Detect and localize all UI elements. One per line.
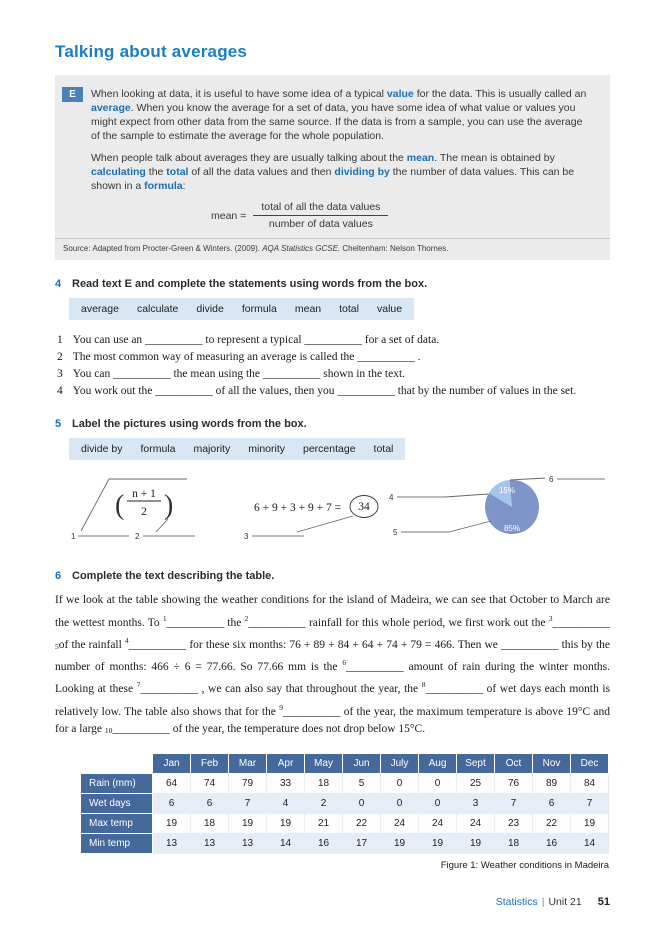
text-segment: 7: [136, 680, 141, 690]
word-chip: calculate: [136, 303, 179, 315]
table-cell: 24: [419, 813, 457, 833]
table-month-header: Dec: [571, 753, 609, 773]
word-chip: average: [81, 303, 119, 315]
table-cell: 76: [495, 773, 533, 793]
exercise-5-heading-row: [55, 418, 610, 430]
text-segment: AQA Statistics GCSE.: [262, 244, 341, 253]
table-cell: 19: [267, 813, 305, 833]
table-cell: 6: [153, 793, 191, 813]
exercise-6: [55, 570, 610, 871]
statement-text: The most common way of measuring an average is called the __________ .: [72, 351, 421, 363]
exercise-5: [55, 418, 610, 552]
text-segment: __________: [552, 616, 610, 629]
text-segment: mean: [406, 152, 435, 164]
open-paren: (: [115, 490, 125, 521]
median-numerator: n + 1: [132, 488, 156, 500]
table-row-label: Wet days: [81, 793, 153, 813]
text-segment: :: [182, 180, 186, 192]
footer-unit: Unit 21: [548, 896, 582, 908]
median-formula-picture: [71, 479, 195, 541]
table-cell: 3: [457, 793, 495, 813]
footer-separator: |: [541, 896, 545, 908]
table-cell: 74: [191, 773, 229, 793]
table-cell: 7: [495, 793, 533, 813]
table-row: [81, 793, 609, 813]
formula-denominator: number of data values: [253, 215, 388, 230]
text-segment: calculating: [91, 166, 146, 178]
table-cell: 33: [267, 773, 305, 793]
table-cell: 7: [229, 793, 267, 813]
statement-text: You can use an __________ to represent a typical __________ for a set of data.: [72, 334, 440, 346]
text-segment: the number of data values. This can be shown in a: [91, 166, 575, 192]
statement-text: You can __________ the mean using the __________ shown in the text.: [72, 368, 406, 380]
word-chip: mean: [294, 303, 322, 315]
text-segment: __________ , we can also say that throughout the year, the: [140, 683, 422, 696]
text-segment: __________ rainfall for this whole period, we first work out the: [248, 616, 549, 629]
table-cell: 6: [533, 793, 571, 813]
text-segment: total: [166, 166, 189, 178]
exercise-6-heading: Complete the text describing the table.: [72, 570, 275, 582]
text-segment: of the rainfall: [58, 638, 125, 651]
table-cell: 0: [343, 793, 381, 813]
table-cell: 4: [267, 793, 305, 813]
statement-row: [57, 349, 610, 366]
text-segment: . When you know the average for a set of data, you have some idea of what value or values you might expect from other data from the same source. If the data is from a sample, you can use the average of the sample to estimate the average for the whole population.: [91, 102, 583, 142]
mean-formula: [211, 201, 594, 230]
text-segment: 3: [548, 613, 553, 623]
table-cell: 18: [191, 813, 229, 833]
page-footer: [496, 896, 610, 908]
table-cell: 19: [381, 833, 419, 853]
table-row: [81, 833, 609, 853]
close-paren: ): [164, 490, 174, 521]
text-e-paragraph-1: [91, 87, 594, 143]
connector-line: [445, 494, 488, 497]
word-chip: total: [373, 443, 394, 455]
exercise-5-word-box: [69, 438, 405, 460]
text-segment: __________ for these six months: 76 + 89 + 84 + 64 + 74 + 79 = 466. Then we __________ this by the number of months: 466 ÷ 6 = 77.66. So 77.66 mm is the: [55, 638, 610, 673]
sum-expression: 6 + 9 + 3 + 9 + 7 =: [254, 502, 342, 514]
table-corner: [81, 753, 153, 773]
formula-fraction: [253, 201, 388, 230]
statement-number: 1: [57, 334, 63, 346]
text-segment: Cheltenham: Nelson Thornes.: [340, 244, 449, 253]
text-segment: of all the data values and then: [188, 166, 335, 178]
text-segment: for the data. This is usually called an: [413, 88, 587, 100]
table-month-header: May: [305, 753, 343, 773]
picture-label-1: 1: [71, 532, 76, 541]
table-cell: 14: [267, 833, 305, 853]
footer-section: Statistics: [495, 896, 538, 908]
sum-equation-picture: [244, 496, 378, 542]
table-cell: 6: [191, 793, 229, 813]
connector-line: [297, 516, 353, 532]
table-month-header: Oct: [495, 753, 533, 773]
statement-number: 4: [57, 385, 63, 397]
table-cell: 64: [153, 773, 191, 793]
table-cell: 13: [191, 833, 229, 853]
formula-numerator: total of all the data values: [261, 201, 381, 213]
statement-row: [57, 366, 610, 383]
text-e-label: E: [62, 87, 83, 102]
table-row-label: Rain (mm): [81, 773, 153, 793]
text-segment: __________ of the year, the maximum temperature is above 19°C and for a large: [55, 705, 610, 736]
weather-table-wrap: [80, 753, 609, 871]
weather-table: [80, 753, 609, 854]
table-cell: 19: [457, 833, 495, 853]
exercise-4-word-box: [69, 298, 414, 320]
word-chip: divide: [196, 303, 224, 315]
exercise-5-pictures: [69, 474, 610, 552]
word-chip: total: [339, 303, 359, 315]
table-month-header: Apr: [267, 753, 305, 773]
statement-row: [57, 383, 610, 400]
word-chip: percentage: [303, 443, 356, 455]
exercise-4-statements: [57, 332, 610, 400]
table-cell: 24: [381, 813, 419, 833]
text-segment: If we look at the table showing the weather conditions for the island of Madeira, we can see that October to March are the wettest months. To: [55, 594, 610, 629]
table-row-label: Min temp: [81, 833, 153, 853]
table-cell: 79: [229, 773, 267, 793]
table-cell: 0: [419, 773, 457, 793]
table-cell: 18: [495, 833, 533, 853]
word-chip: minority: [248, 443, 285, 455]
exercise-5-heading: Label the pictures using words from the box.: [72, 418, 307, 430]
text-segment: the: [145, 166, 167, 178]
exercise-4-heading: Read text E and complete the statements using words from the box.: [72, 278, 428, 290]
word-chip: value: [376, 303, 403, 315]
table-cell: 0: [381, 793, 419, 813]
table-cell: 14: [571, 833, 609, 853]
table-month-header: Jan: [153, 753, 191, 773]
exercise-6-paragraph: [55, 592, 610, 739]
exercise-6-number: 6: [55, 570, 62, 582]
table-cell: 19: [229, 813, 267, 833]
table-cell: 17: [343, 833, 381, 853]
table-month-header: Mar: [229, 753, 267, 773]
pie-large-label: 85%: [503, 524, 521, 533]
table-month-header: Feb: [191, 753, 229, 773]
table-month-header: Aug: [419, 753, 457, 773]
word-chip: divide by: [81, 443, 123, 455]
table-cell: 19: [419, 833, 457, 853]
statement-number: 3: [57, 368, 63, 380]
picture-label-4: 4: [389, 493, 394, 502]
table-cell: 13: [229, 833, 267, 853]
table-cell: 16: [533, 833, 571, 853]
pie-small-label: 15%: [498, 486, 516, 495]
table-month-header: Jun: [343, 753, 381, 773]
exercise-4: [55, 278, 610, 400]
exercise-6-heading-row: [55, 570, 610, 582]
text-segment: 10: [104, 726, 113, 736]
table-cell: 2: [305, 793, 343, 813]
statement-number: 2: [57, 351, 63, 363]
text-segment: When people talk about averages they are usually talking about the: [91, 152, 407, 164]
word-chip: formula: [241, 303, 277, 315]
statement-text: You work out the __________ of all the values, then you __________ that by the number of values in the set.: [72, 385, 577, 397]
text-segment: __________ of wet days each month is relatively low. The table also shows that for the: [55, 683, 610, 718]
statement-row: [57, 332, 610, 349]
table-cell: 89: [533, 773, 571, 793]
text-segment: average: [91, 102, 131, 114]
text-segment: . The mean is obtained by: [434, 152, 555, 164]
page-title: Talking about averages: [55, 42, 248, 61]
table-cell: 23: [495, 813, 533, 833]
median-denominator: 2: [141, 506, 147, 518]
table-month-header: July: [381, 753, 419, 773]
text-segment: __________ the: [166, 616, 245, 629]
text-segment: dividing by: [334, 166, 390, 178]
text-segment: __________ of the year, the temperature does not drop below 15°C.: [112, 723, 426, 736]
footer-page-number: 51: [597, 896, 610, 908]
exercise-5-number: 5: [55, 418, 62, 430]
table-cell: 22: [343, 813, 381, 833]
exercise-4-number: 4: [55, 278, 62, 290]
table-cell: 19: [571, 813, 609, 833]
text-segment: 4: [124, 635, 129, 645]
text-segment: 2: [244, 613, 249, 623]
picture-label-5: 5: [393, 528, 398, 537]
text-segment: Source: Adapted from Procter-Green & Winters. (2009).: [63, 244, 263, 253]
picture-label-3: 3: [244, 532, 249, 541]
table-cell: 7: [571, 793, 609, 813]
table-cell: 24: [457, 813, 495, 833]
table-caption: Figure 1: Weather conditions in Madeira: [440, 859, 609, 871]
text-segment: 9: [279, 702, 283, 712]
formula-lhs: mean =: [211, 209, 247, 222]
text-segment: value: [386, 88, 414, 100]
source-line: [55, 238, 610, 254]
text-segment: When looking at data, it is useful to have some idea of a typical: [91, 88, 387, 100]
table-row-label: Max temp: [81, 813, 153, 833]
pictures-svg: [69, 474, 609, 552]
picture-label-6: 6: [549, 475, 554, 484]
exercise-4-heading-row: [55, 278, 610, 290]
table-cell: 18: [305, 773, 343, 793]
table-cell: 25: [457, 773, 495, 793]
table-cell: 0: [381, 773, 419, 793]
text-segment: 5: [55, 641, 59, 651]
table-row: [81, 773, 609, 793]
table-cell: 19: [153, 813, 191, 833]
text-segment: 6: [342, 658, 347, 668]
table-cell: 5: [343, 773, 381, 793]
table-cell: 84: [571, 773, 609, 793]
table-cell: 21: [305, 813, 343, 833]
text-segment: __________ amount of rain during the winter months. Looking at these: [55, 660, 610, 696]
text-segment: 8: [421, 680, 426, 690]
word-chip: majority: [193, 443, 231, 455]
table-cell: 16: [305, 833, 343, 853]
table-month-header: Nov: [533, 753, 571, 773]
table-cell: 22: [533, 813, 571, 833]
table-header-row: [81, 753, 609, 773]
word-chip: formula: [140, 443, 176, 455]
text-segment: 1: [162, 613, 167, 623]
table-cell: 13: [153, 833, 191, 853]
connector-line: [449, 521, 491, 532]
picture-label-2: 2: [135, 532, 140, 541]
sum-result: 34: [358, 501, 370, 513]
text-e-box: [55, 75, 610, 260]
connector-line: [510, 478, 545, 480]
table-month-header: Sept: [457, 753, 495, 773]
table-row: [81, 813, 609, 833]
text-e-paragraph-2: [91, 151, 594, 193]
text-segment: formula: [144, 180, 183, 192]
table-cell: 0: [419, 793, 457, 813]
pie-chart-picture: [389, 475, 605, 537]
